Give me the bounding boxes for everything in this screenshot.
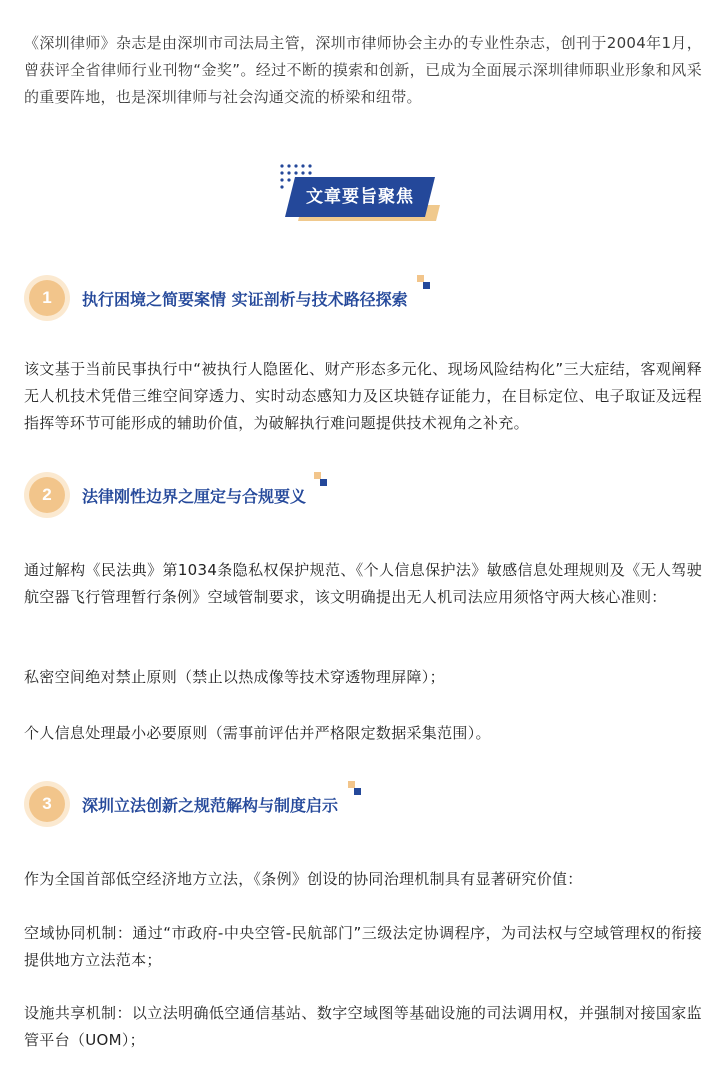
section-3-paragraph-2: 空域协同机制：通过“市政府-中央空管-民航部门”三级法定协调程序，为司法权与空域管理权的衔接提供地方立法范本； bbox=[24, 924, 702, 969]
section-2-paragraph-3: 个人信息处理最小必要原则（需事前评估并严格限定数据采集范围）。 bbox=[24, 724, 491, 742]
section-number: 3 bbox=[29, 786, 65, 822]
section-heading-1 bbox=[24, 275, 624, 323]
number-badge bbox=[24, 472, 70, 518]
section-1-paragraph-1: 该文基于当前民事执行中“被执行人隐匿化、财产形态多元化、现场风险结构化”三大症结，客观阐释无人机技术凭借三维空间穿透力、实时动态感知力及区块链存证能力，在目标定位、电子取证及远程指挥等环节可能形成的辅助价值，为破解执行难问题提供技术视角之补充。 bbox=[24, 360, 702, 432]
section-heading-3 bbox=[24, 781, 624, 829]
section-3-paragraph-1: 作为全国首部低空经济地方立法，《条例》创设的协同治理机制具有显著研究价值： bbox=[24, 870, 583, 888]
banner-title: 文章要旨聚焦 bbox=[306, 187, 414, 207]
section-number: 2 bbox=[29, 477, 65, 513]
square-deco-icon bbox=[417, 275, 431, 291]
number-badge bbox=[24, 275, 70, 321]
section-2-paragraph-2: 私密空间绝对禁止原则（禁止以热成像等技术穿透物理屏障）； bbox=[24, 668, 445, 686]
section-title: 执行困境之简要案情 实证剖析与技术路径探索 bbox=[82, 290, 408, 309]
square-deco-icon bbox=[348, 781, 362, 797]
intro-paragraph: 《深圳律师》杂志是由深圳市司法局主管，深圳市律师协会主办的专业性杂志，创刊于2004年1月，曾获评全省律师行业刊物“金奖”。经过不断的摸索和创新，已成为全面展示深圳律师职业形象和风采的重要阵地，也是深圳律师与社会沟通交流的桥梁和纽带。 bbox=[24, 34, 702, 106]
section-heading-2 bbox=[24, 472, 624, 520]
number-badge bbox=[24, 781, 70, 827]
square-deco-icon bbox=[314, 472, 328, 488]
section-number: 1 bbox=[29, 280, 65, 316]
section-2-paragraph-1: 通过解构《民法典》第1034条隐私权保护规范、《个人信息保护法》敏感信息处理规则及《无人驾驶航空器飞行管理暂行条例》空域管制要求，该文明确提出无人机司法应用须恪守两大核心准则： bbox=[24, 561, 702, 606]
section-banner bbox=[276, 163, 446, 227]
section-title: 深圳立法创新之规范解构与制度启示 bbox=[82, 796, 339, 815]
section-title: 法律刚性边界之厘定与合规要义 bbox=[82, 487, 307, 506]
section-3-paragraph-3: 设施共享机制：以立法明确低空通信基站、数字空域图等基础设施的司法调用权，并强制对接国家监管平台（UOM）； bbox=[24, 1004, 702, 1049]
